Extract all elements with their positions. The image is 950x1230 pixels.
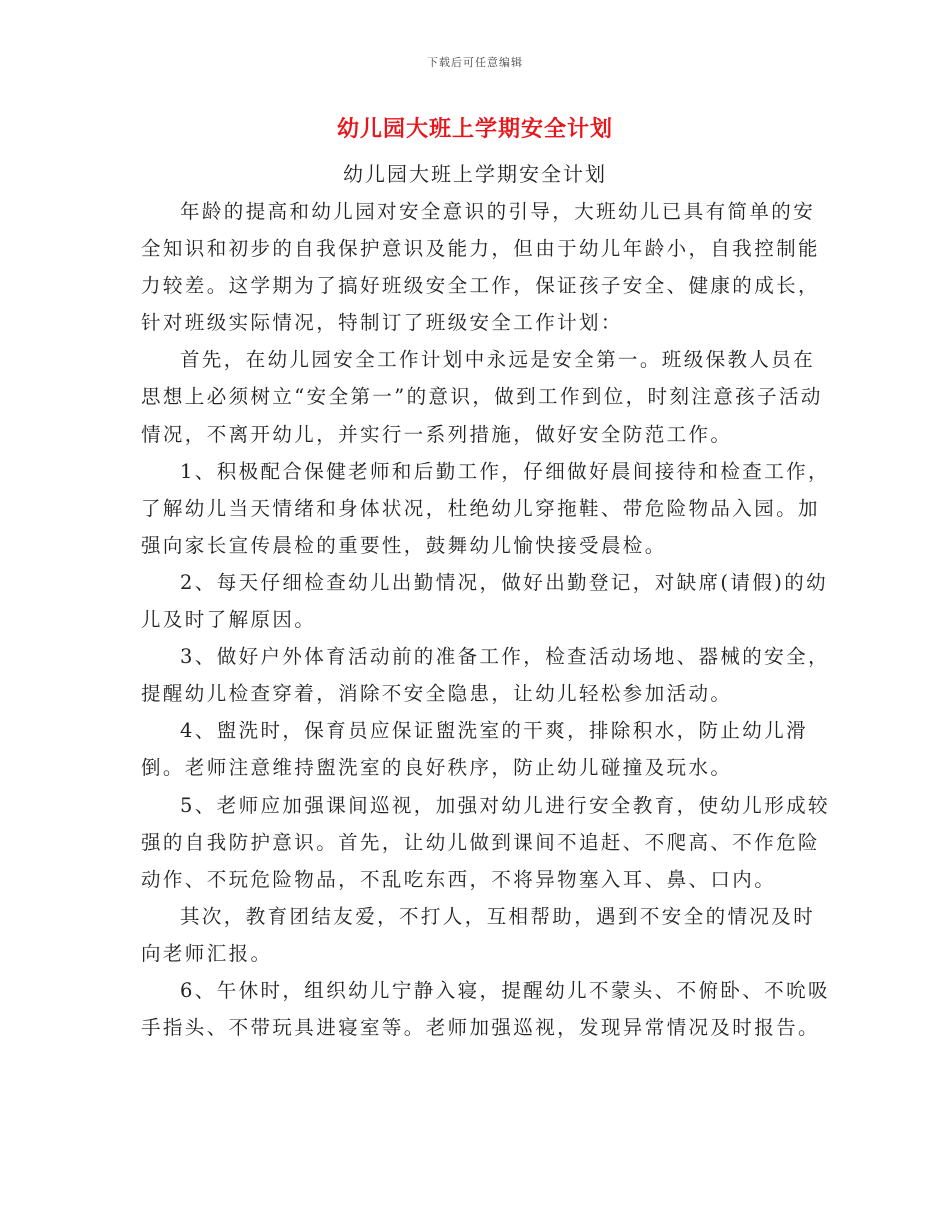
paragraph-safety-first: 首先，在幼儿园安全工作计划中永远是安全第一。班级保教人员在思想上必须树立“安全第一”的意识，做到工作到位，时刻注意孩子活动情况，不离开幼儿，并实行一系列措施，做好安全防范工作。 [141,348,823,446]
paragraph-item-4: 4、盥洗时，保育员应保证盥洗室的干爽，排除积水，防止幼儿滑倒。老师注意维持盥洗室的良好秩序，防止幼儿碰撞及玩水。 [141,719,809,780]
document-title: 幼儿园大班上学期安全计划 [336,116,613,142]
paragraph-item-5: 5、老师应加强课间巡视，加强对幼儿进行安全教育，使幼儿形成较强的自我防护意识。首先，让幼儿做到课间不追赶、不爬高、不作危险动作、不玩危险物品，不乱吃东西，不将异物塞入耳、鼻、口内。 [141,793,830,891]
paragraph-item-3: 3、做好户外体育活动前的准备工作，检查活动场地、器械的安全，提醒幼儿检查穿着，消除不安全隐患，让幼儿轻松参加活动。 [141,645,830,706]
paragraph-item-6: 6、午休时，组织幼儿宁静入寝，提醒幼儿不蒙头、不俯卧、不吮吸手指头、不带玩具进寝室等。老师加强巡视，发现异常情况及时报告。 [141,978,830,1040]
paragraph-intro: 年龄的提高和幼儿园对安全意识的引导，大班幼儿已具有简单的安全知识和初步的自我保护意识及能力，但由于幼儿年龄小，自我控制能力较差。这学期为了搞好班级安全工作，保证孩子安全、健康的成长，针对班级实际情况，特制订了班级安全工作计划： [141,200,820,335]
paragraph-item-1: 1、积极配合保健老师和后勤工作，仔细做好晨间接待和检查工作，了解幼儿当天情绪和身体状况，杜绝幼儿穿拖鞋、带危险物品入园。加强向家长宣传晨检的重要性，鼓舞幼儿愉快接受晨检。 [141,459,830,557]
document-subtitle: 幼儿园大班上学期安全计划 [343,162,607,186]
document-body [141,193,831,1046]
header-note: 下载后可任意编辑 [427,56,523,69]
paragraph-item-2: 2、每天仔细检查幼儿出勤情况，做好出勤登记，对缺席(请假)的幼儿及时了解原因。 [141,570,829,632]
paragraph-item-5-continued: 其次，教育团结友爱，不打人，互相帮助，遇到不安全的情况及时向老师汇报。 [141,904,816,965]
